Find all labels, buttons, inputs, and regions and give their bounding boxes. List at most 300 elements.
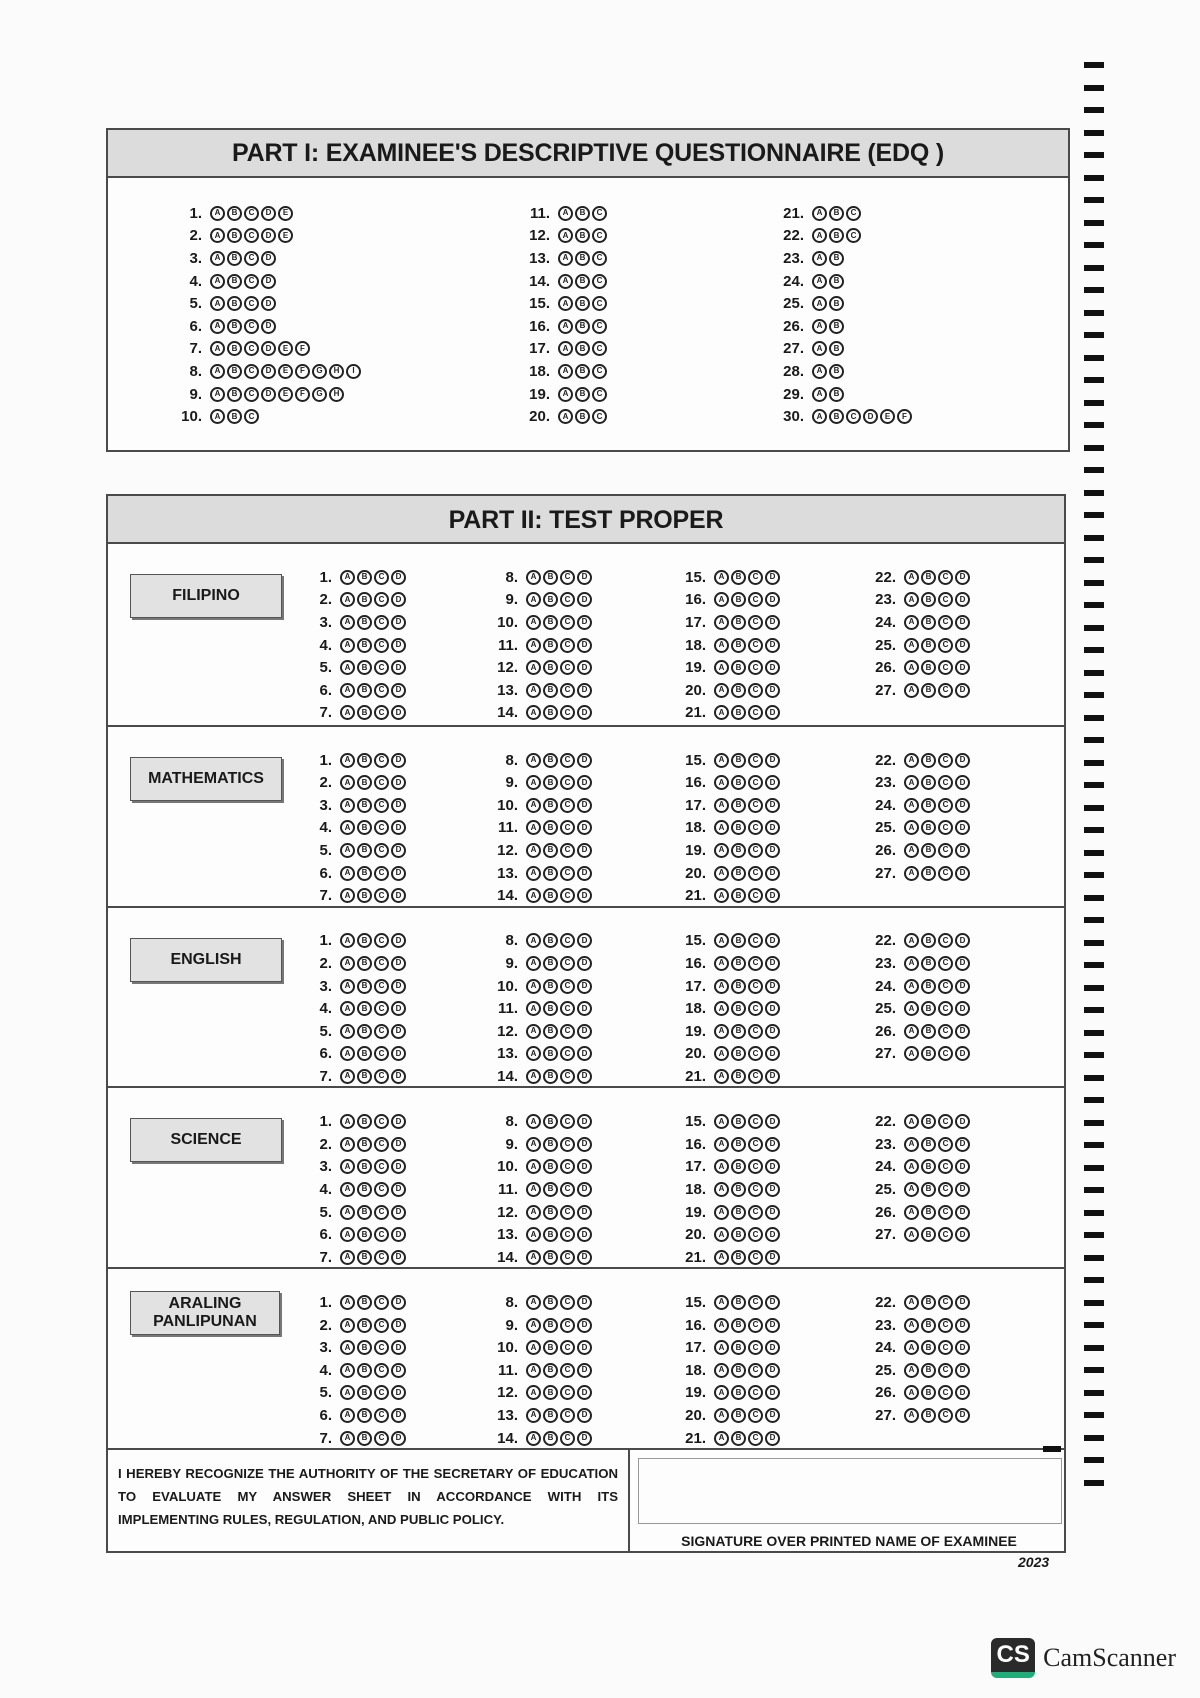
answer-bubble-c[interactable]: C [748, 592, 763, 607]
answer-bubble-c[interactable]: C [938, 956, 953, 971]
answer-bubble-a[interactable]: A [714, 820, 729, 835]
answer-bubble-d[interactable]: D [577, 1408, 592, 1423]
answer-bubble-d[interactable]: D [577, 753, 592, 768]
answer-bubble-b[interactable]: B [731, 1001, 746, 1016]
answer-bubble-d[interactable]: D [577, 843, 592, 858]
answer-bubble-c[interactable]: C [938, 866, 953, 881]
answer-bubble-c[interactable]: C [244, 251, 259, 266]
answer-bubble-c[interactable]: C [748, 570, 763, 585]
answer-bubble-a[interactable]: A [714, 775, 729, 790]
answer-bubble-b[interactable]: B [731, 638, 746, 653]
answer-bubble-d[interactable]: D [765, 638, 780, 653]
answer-bubble-b[interactable]: B [357, 1205, 372, 1220]
answer-bubble-c[interactable]: C [748, 638, 763, 653]
answer-bubble-a[interactable]: A [340, 683, 355, 698]
answer-bubble-b[interactable]: B [357, 888, 372, 903]
answer-bubble-b[interactable]: B [543, 1137, 558, 1152]
answer-bubble-f[interactable]: F [295, 387, 310, 402]
answer-bubble-c[interactable]: C [374, 615, 389, 630]
answer-bubble-b[interactable]: B [357, 843, 372, 858]
answer-bubble-b[interactable]: B [227, 274, 242, 289]
answer-bubble-d[interactable]: D [391, 1318, 406, 1333]
answer-bubble-a[interactable]: A [812, 341, 827, 356]
answer-bubble-a[interactable]: A [714, 888, 729, 903]
answer-bubble-a[interactable]: A [340, 1205, 355, 1220]
answer-bubble-d[interactable]: D [955, 638, 970, 653]
answer-bubble-b[interactable]: B [575, 319, 590, 334]
answer-bubble-d[interactable]: D [577, 1182, 592, 1197]
answer-bubble-b[interactable]: B [731, 1431, 746, 1446]
answer-bubble-b[interactable]: B [829, 296, 844, 311]
answer-bubble-d[interactable]: D [391, 1363, 406, 1378]
answer-bubble-d[interactable]: D [765, 1227, 780, 1242]
answer-bubble-c[interactable]: C [374, 798, 389, 813]
answer-bubble-b[interactable]: B [731, 1340, 746, 1355]
answer-bubble-d[interactable]: D [765, 615, 780, 630]
answer-bubble-b[interactable]: B [543, 1295, 558, 1310]
answer-bubble-b[interactable]: B [357, 1001, 372, 1016]
answer-bubble-b[interactable]: B [731, 1205, 746, 1220]
answer-bubble-c[interactable]: C [938, 1024, 953, 1039]
answer-bubble-b[interactable]: B [543, 866, 558, 881]
answer-bubble-b[interactable]: B [921, 798, 936, 813]
answer-bubble-d[interactable]: D [261, 251, 276, 266]
answer-bubble-a[interactable]: A [340, 1431, 355, 1446]
answer-bubble-c[interactable]: C [748, 1069, 763, 1084]
answer-bubble-a[interactable]: A [526, 1137, 541, 1152]
answer-bubble-c[interactable]: C [938, 1182, 953, 1197]
answer-bubble-c[interactable]: C [748, 683, 763, 698]
answer-bubble-a[interactable]: A [526, 1227, 541, 1242]
answer-bubble-b[interactable]: B [829, 409, 844, 424]
answer-bubble-d[interactable]: D [391, 592, 406, 607]
answer-bubble-c[interactable]: C [244, 296, 259, 311]
answer-bubble-a[interactable]: A [714, 1001, 729, 1016]
answer-bubble-c[interactable]: C [592, 228, 607, 243]
answer-bubble-b[interactable]: B [357, 1363, 372, 1378]
answer-bubble-d[interactable]: D [391, 753, 406, 768]
answer-bubble-c[interactable]: C [560, 1408, 575, 1423]
answer-bubble-d[interactable]: D [765, 570, 780, 585]
answer-bubble-a[interactable]: A [210, 409, 225, 424]
answer-bubble-d[interactable]: D [577, 1318, 592, 1333]
answer-bubble-b[interactable]: B [543, 683, 558, 698]
answer-bubble-a[interactable]: A [526, 615, 541, 630]
answer-bubble-b[interactable]: B [921, 615, 936, 630]
answer-bubble-c[interactable]: C [374, 979, 389, 994]
answer-bubble-c[interactable]: C [244, 319, 259, 334]
answer-bubble-c[interactable]: C [560, 1340, 575, 1355]
answer-bubble-c[interactable]: C [374, 1340, 389, 1355]
answer-bubble-d[interactable]: D [391, 1340, 406, 1355]
answer-bubble-a[interactable]: A [714, 1250, 729, 1265]
answer-bubble-a[interactable]: A [904, 1046, 919, 1061]
answer-bubble-a[interactable]: A [526, 956, 541, 971]
answer-bubble-a[interactable]: A [526, 753, 541, 768]
answer-bubble-b[interactable]: B [357, 1227, 372, 1242]
answer-bubble-a[interactable]: A [714, 1227, 729, 1242]
answer-bubble-b[interactable]: B [829, 364, 844, 379]
answer-bubble-c[interactable]: C [374, 1385, 389, 1400]
answer-bubble-c[interactable]: C [560, 933, 575, 948]
answer-bubble-b[interactable]: B [921, 1046, 936, 1061]
answer-bubble-d[interactable]: D [391, 843, 406, 858]
answer-bubble-b[interactable]: B [543, 705, 558, 720]
answer-bubble-a[interactable]: A [526, 1385, 541, 1400]
answer-bubble-b[interactable]: B [543, 775, 558, 790]
answer-bubble-d[interactable]: D [577, 866, 592, 881]
answer-bubble-d[interactable]: D [391, 660, 406, 675]
answer-bubble-a[interactable]: A [526, 638, 541, 653]
answer-bubble-f[interactable]: F [295, 341, 310, 356]
answer-bubble-b[interactable]: B [921, 979, 936, 994]
answer-bubble-b[interactable]: B [227, 319, 242, 334]
answer-bubble-b[interactable]: B [731, 979, 746, 994]
answer-bubble-b[interactable]: B [357, 683, 372, 698]
answer-bubble-a[interactable]: A [904, 956, 919, 971]
answer-bubble-a[interactable]: A [340, 1137, 355, 1152]
answer-bubble-b[interactable]: B [829, 206, 844, 221]
answer-bubble-b[interactable]: B [575, 206, 590, 221]
answer-bubble-d[interactable]: D [765, 753, 780, 768]
answer-bubble-a[interactable]: A [904, 1001, 919, 1016]
answer-bubble-c[interactable]: C [374, 1431, 389, 1446]
answer-bubble-c[interactable]: C [592, 409, 607, 424]
answer-bubble-a[interactable]: A [340, 866, 355, 881]
answer-bubble-a[interactable]: A [714, 1069, 729, 1084]
answer-bubble-c[interactable]: C [560, 956, 575, 971]
answer-bubble-c[interactable]: C [244, 274, 259, 289]
answer-bubble-c[interactable]: C [244, 228, 259, 243]
answer-bubble-b[interactable]: B [357, 1385, 372, 1400]
answer-bubble-c[interactable]: C [560, 1318, 575, 1333]
answer-bubble-a[interactable]: A [714, 592, 729, 607]
answer-bubble-c[interactable]: C [374, 1046, 389, 1061]
answer-bubble-d[interactable]: D [765, 1340, 780, 1355]
answer-bubble-d[interactable]: D [391, 798, 406, 813]
answer-bubble-c[interactable]: C [748, 979, 763, 994]
answer-bubble-b[interactable]: B [731, 866, 746, 881]
answer-bubble-a[interactable]: A [210, 296, 225, 311]
answer-bubble-c[interactable]: C [560, 1182, 575, 1197]
answer-bubble-c[interactable]: C [748, 1363, 763, 1378]
answer-bubble-a[interactable]: A [904, 1024, 919, 1039]
answer-bubble-a[interactable]: A [340, 888, 355, 903]
answer-bubble-a[interactable]: A [714, 570, 729, 585]
answer-bubble-d[interactable]: D [765, 1295, 780, 1310]
answer-bubble-b[interactable]: B [543, 933, 558, 948]
answer-bubble-b[interactable]: B [731, 956, 746, 971]
answer-bubble-a[interactable]: A [812, 387, 827, 402]
answer-bubble-c[interactable]: C [938, 933, 953, 948]
answer-bubble-d[interactable]: D [955, 933, 970, 948]
answer-bubble-d[interactable]: D [577, 660, 592, 675]
answer-bubble-b[interactable]: B [731, 660, 746, 675]
answer-bubble-a[interactable]: A [904, 1227, 919, 1242]
answer-bubble-c[interactable]: C [846, 409, 861, 424]
answer-bubble-c[interactable]: C [560, 1295, 575, 1310]
answer-bubble-a[interactable]: A [904, 1408, 919, 1423]
answer-bubble-d[interactable]: D [955, 660, 970, 675]
answer-bubble-b[interactable]: B [575, 409, 590, 424]
answer-bubble-d[interactable]: D [391, 888, 406, 903]
answer-bubble-a[interactable]: A [714, 1046, 729, 1061]
answer-bubble-d[interactable]: D [391, 933, 406, 948]
answer-bubble-a[interactable]: A [340, 775, 355, 790]
answer-bubble-a[interactable]: A [526, 1408, 541, 1423]
answer-bubble-b[interactable]: B [921, 1159, 936, 1174]
answer-bubble-d[interactable]: D [261, 228, 276, 243]
answer-bubble-c[interactable]: C [748, 956, 763, 971]
answer-bubble-a[interactable]: A [904, 1205, 919, 1220]
answer-bubble-d[interactable]: D [955, 1159, 970, 1174]
answer-bubble-c[interactable]: C [592, 274, 607, 289]
answer-bubble-b[interactable]: B [543, 1182, 558, 1197]
answer-bubble-d[interactable]: D [261, 296, 276, 311]
answer-bubble-d[interactable]: D [955, 683, 970, 698]
answer-bubble-d[interactable]: D [765, 1159, 780, 1174]
answer-bubble-b[interactable]: B [543, 798, 558, 813]
answer-bubble-a[interactable]: A [526, 1024, 541, 1039]
answer-bubble-d[interactable]: D [955, 798, 970, 813]
answer-bubble-d[interactable]: D [577, 592, 592, 607]
answer-bubble-a[interactable]: A [526, 660, 541, 675]
answer-bubble-a[interactable]: A [340, 933, 355, 948]
answer-bubble-e[interactable]: E [278, 206, 293, 221]
answer-bubble-b[interactable]: B [731, 820, 746, 835]
answer-bubble-b[interactable]: B [731, 1250, 746, 1265]
answer-bubble-a[interactable]: A [904, 753, 919, 768]
answer-bubble-a[interactable]: A [526, 798, 541, 813]
answer-bubble-d[interactable]: D [577, 1227, 592, 1242]
answer-bubble-d[interactable]: D [765, 1431, 780, 1446]
answer-bubble-d[interactable]: D [955, 1205, 970, 1220]
answer-bubble-b[interactable]: B [543, 592, 558, 607]
answer-bubble-a[interactable]: A [904, 570, 919, 585]
answer-bubble-b[interactable]: B [227, 364, 242, 379]
answer-bubble-a[interactable]: A [714, 1182, 729, 1197]
answer-bubble-i[interactable]: I [346, 364, 361, 379]
answer-bubble-d[interactable]: D [765, 1069, 780, 1084]
answer-bubble-c[interactable]: C [938, 570, 953, 585]
answer-bubble-a[interactable]: A [714, 1431, 729, 1446]
answer-bubble-d[interactable]: D [765, 1250, 780, 1265]
answer-bubble-a[interactable]: A [714, 705, 729, 720]
answer-bubble-d[interactable]: D [391, 775, 406, 790]
answer-bubble-c[interactable]: C [592, 364, 607, 379]
answer-bubble-d[interactable]: D [577, 979, 592, 994]
answer-bubble-d[interactable]: D [955, 570, 970, 585]
answer-bubble-d[interactable]: D [577, 1340, 592, 1355]
answer-bubble-b[interactable]: B [357, 660, 372, 675]
answer-bubble-d[interactable]: D [955, 1340, 970, 1355]
answer-bubble-d[interactable]: D [577, 1001, 592, 1016]
answer-bubble-d[interactable]: D [765, 1182, 780, 1197]
answer-bubble-b[interactable]: B [829, 274, 844, 289]
answer-bubble-d[interactable]: D [765, 775, 780, 790]
answer-bubble-c[interactable]: C [938, 798, 953, 813]
answer-bubble-a[interactable]: A [904, 660, 919, 675]
answer-bubble-b[interactable]: B [731, 1137, 746, 1152]
answer-bubble-c[interactable]: C [938, 1137, 953, 1152]
answer-bubble-c[interactable]: C [592, 319, 607, 334]
answer-bubble-a[interactable]: A [526, 1295, 541, 1310]
answer-bubble-d[interactable]: D [391, 979, 406, 994]
answer-bubble-d[interactable]: D [391, 1385, 406, 1400]
answer-bubble-a[interactable]: A [714, 979, 729, 994]
answer-bubble-a[interactable]: A [558, 341, 573, 356]
answer-bubble-a[interactable]: A [340, 1340, 355, 1355]
answer-bubble-c[interactable]: C [560, 660, 575, 675]
answer-bubble-a[interactable]: A [904, 1295, 919, 1310]
answer-bubble-c[interactable]: C [560, 592, 575, 607]
answer-bubble-b[interactable]: B [921, 1137, 936, 1152]
answer-bubble-a[interactable]: A [714, 615, 729, 630]
answer-bubble-d[interactable]: D [765, 1137, 780, 1152]
answer-bubble-c[interactable]: C [938, 843, 953, 858]
answer-bubble-d[interactable]: D [261, 387, 276, 402]
answer-bubble-c[interactable]: C [374, 1318, 389, 1333]
answer-bubble-b[interactable]: B [731, 1385, 746, 1400]
answer-bubble-a[interactable]: A [714, 1385, 729, 1400]
answer-bubble-c[interactable]: C [244, 364, 259, 379]
answer-bubble-a[interactable]: A [526, 1001, 541, 1016]
answer-bubble-a[interactable]: A [340, 1046, 355, 1061]
answer-bubble-b[interactable]: B [829, 341, 844, 356]
answer-bubble-a[interactable]: A [558, 274, 573, 289]
answer-bubble-c[interactable]: C [938, 1363, 953, 1378]
answer-bubble-c[interactable]: C [374, 1024, 389, 1039]
answer-bubble-c[interactable]: C [748, 775, 763, 790]
answer-bubble-b[interactable]: B [731, 1363, 746, 1378]
answer-bubble-c[interactable]: C [748, 1431, 763, 1446]
answer-bubble-a[interactable]: A [904, 1159, 919, 1174]
answer-bubble-b[interactable]: B [921, 820, 936, 835]
answer-bubble-a[interactable]: A [558, 387, 573, 402]
answer-bubble-c[interactable]: C [592, 296, 607, 311]
answer-bubble-b[interactable]: B [543, 1250, 558, 1265]
answer-bubble-a[interactable]: A [210, 251, 225, 266]
answer-bubble-c[interactable]: C [938, 1408, 953, 1423]
answer-bubble-d[interactable]: D [765, 1024, 780, 1039]
answer-bubble-a[interactable]: A [904, 1318, 919, 1333]
answer-bubble-d[interactable]: D [955, 1295, 970, 1310]
answer-bubble-d[interactable]: D [765, 1385, 780, 1400]
answer-bubble-a[interactable]: A [340, 979, 355, 994]
answer-bubble-b[interactable]: B [731, 1069, 746, 1084]
answer-bubble-b[interactable]: B [543, 1385, 558, 1400]
answer-bubble-b[interactable]: B [575, 341, 590, 356]
answer-bubble-a[interactable]: A [904, 1182, 919, 1197]
answer-bubble-b[interactable]: B [357, 866, 372, 881]
answer-bubble-d[interactable]: D [765, 820, 780, 835]
answer-bubble-a[interactable]: A [526, 1046, 541, 1061]
answer-bubble-c[interactable]: C [938, 1001, 953, 1016]
answer-bubble-a[interactable]: A [210, 206, 225, 221]
answer-bubble-d[interactable]: D [955, 979, 970, 994]
answer-bubble-c[interactable]: C [938, 979, 953, 994]
answer-bubble-d[interactable]: D [955, 1182, 970, 1197]
answer-bubble-a[interactable]: A [812, 228, 827, 243]
answer-bubble-c[interactable]: C [938, 638, 953, 653]
answer-bubble-a[interactable]: A [904, 775, 919, 790]
answer-bubble-d[interactable]: D [391, 866, 406, 881]
answer-bubble-d[interactable]: D [391, 1069, 406, 1084]
answer-bubble-c[interactable]: C [938, 1046, 953, 1061]
answer-bubble-b[interactable]: B [731, 888, 746, 903]
answer-bubble-c[interactable]: C [748, 1182, 763, 1197]
answer-bubble-a[interactable]: A [526, 933, 541, 948]
answer-bubble-b[interactable]: B [921, 1205, 936, 1220]
answer-bubble-a[interactable]: A [526, 1069, 541, 1084]
answer-bubble-d[interactable]: D [955, 843, 970, 858]
answer-bubble-b[interactable]: B [731, 1046, 746, 1061]
answer-bubble-d[interactable]: D [955, 615, 970, 630]
answer-bubble-b[interactable]: B [357, 1159, 372, 1174]
answer-bubble-b[interactable]: B [921, 1340, 936, 1355]
answer-bubble-b[interactable]: B [543, 1114, 558, 1129]
answer-bubble-a[interactable]: A [714, 1159, 729, 1174]
answer-bubble-a[interactable]: A [340, 1069, 355, 1084]
answer-bubble-b[interactable]: B [357, 1182, 372, 1197]
answer-bubble-b[interactable]: B [543, 615, 558, 630]
answer-bubble-c[interactable]: C [938, 1227, 953, 1242]
answer-bubble-c[interactable]: C [748, 1114, 763, 1129]
answer-bubble-b[interactable]: B [357, 570, 372, 585]
answer-bubble-b[interactable]: B [357, 1318, 372, 1333]
answer-bubble-c[interactable]: C [560, 1250, 575, 1265]
answer-bubble-b[interactable]: B [357, 1340, 372, 1355]
answer-bubble-b[interactable]: B [543, 1227, 558, 1242]
answer-bubble-b[interactable]: B [921, 1114, 936, 1129]
answer-bubble-a[interactable]: A [812, 296, 827, 311]
answer-bubble-a[interactable]: A [526, 775, 541, 790]
answer-bubble-d[interactable]: D [391, 705, 406, 720]
answer-bubble-b[interactable]: B [921, 775, 936, 790]
answer-bubble-a[interactable]: A [904, 592, 919, 607]
answer-bubble-c[interactable]: C [374, 1295, 389, 1310]
answer-bubble-d[interactable]: D [765, 592, 780, 607]
answer-bubble-a[interactable]: A [558, 228, 573, 243]
answer-bubble-d[interactable]: D [577, 705, 592, 720]
answer-bubble-d[interactable]: D [391, 1250, 406, 1265]
answer-bubble-d[interactable]: D [577, 1431, 592, 1446]
answer-bubble-a[interactable]: A [526, 683, 541, 698]
answer-bubble-c[interactable]: C [560, 683, 575, 698]
answer-bubble-a[interactable]: A [558, 364, 573, 379]
answer-bubble-a[interactable]: A [526, 592, 541, 607]
answer-bubble-b[interactable]: B [829, 251, 844, 266]
answer-bubble-c[interactable]: C [374, 1205, 389, 1220]
answer-bubble-c[interactable]: C [244, 206, 259, 221]
answer-bubble-d[interactable]: D [765, 843, 780, 858]
answer-bubble-c[interactable]: C [560, 1046, 575, 1061]
answer-bubble-a[interactable]: A [340, 1295, 355, 1310]
answer-bubble-c[interactable]: C [748, 1227, 763, 1242]
answer-bubble-b[interactable]: B [731, 705, 746, 720]
answer-bubble-c[interactable]: C [748, 753, 763, 768]
answer-bubble-c[interactable]: C [560, 798, 575, 813]
answer-bubble-c[interactable]: C [748, 1046, 763, 1061]
answer-bubble-c[interactable]: C [748, 933, 763, 948]
answer-bubble-d[interactable]: D [391, 570, 406, 585]
answer-bubble-a[interactable]: A [526, 888, 541, 903]
answer-bubble-b[interactable]: B [731, 615, 746, 630]
answer-bubble-b[interactable]: B [357, 1114, 372, 1129]
answer-bubble-b[interactable]: B [357, 705, 372, 720]
answer-bubble-d[interactable]: D [391, 1295, 406, 1310]
answer-bubble-a[interactable]: A [340, 638, 355, 653]
